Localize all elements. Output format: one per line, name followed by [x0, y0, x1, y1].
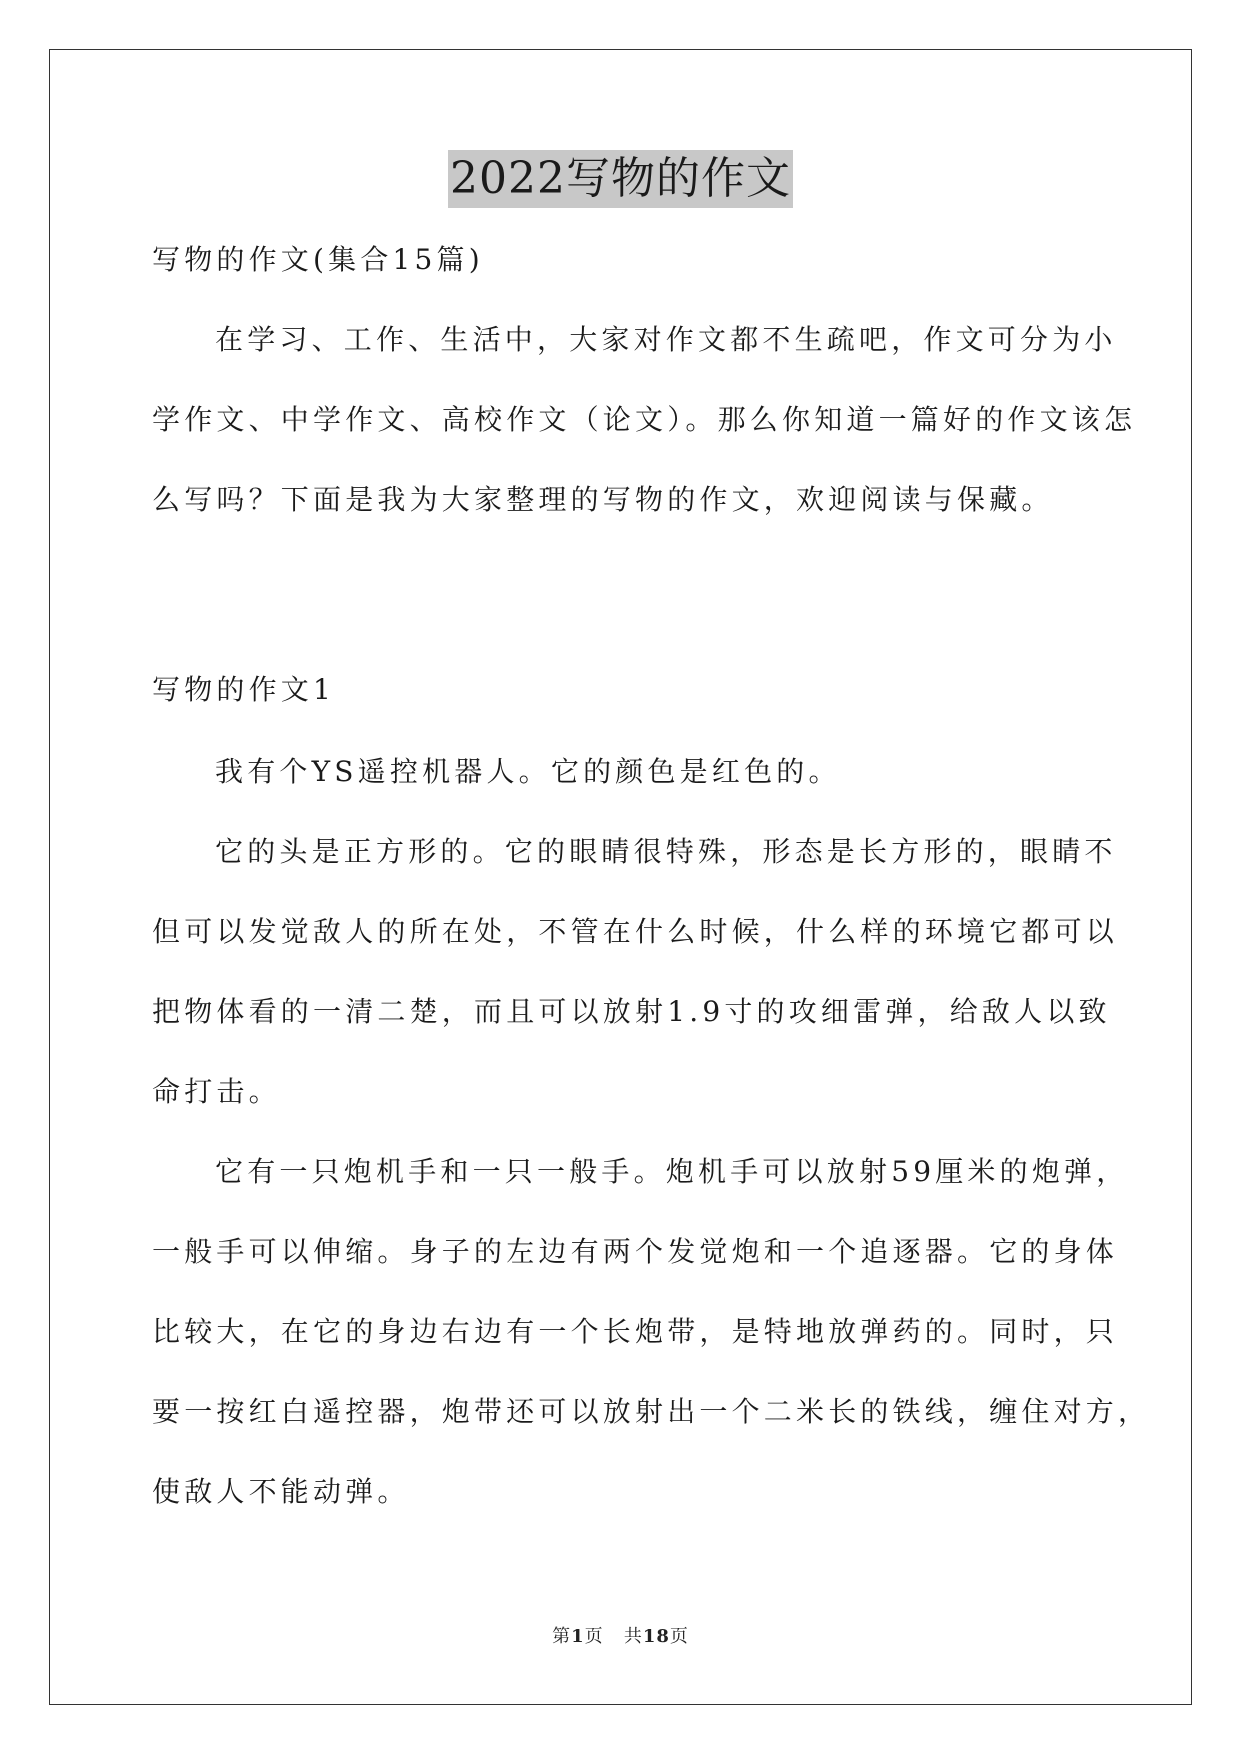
paragraph-line: 它的头是正方形的。它的眼睛很特殊，形态是长方形的，眼睛不: [215, 835, 1117, 868]
paragraph-line: 命打击。: [152, 1075, 281, 1108]
page-current: 1: [571, 1626, 585, 1647]
intro-line: 学作文、中学作文、高校作文（论文）。那么你知道一篇好的作文该怎: [152, 403, 1137, 436]
section-heading: 写物的作文1: [152, 673, 336, 706]
paragraph-line: 但可以发觉敌人的所在处，不管在什么时候，什么样的环境它都可以: [152, 915, 1119, 948]
page-suffix: 页: [584, 1626, 604, 1647]
document-subtitle: 写物的作文(集合15篇): [152, 243, 484, 276]
document-title: 2022写物的作文: [448, 150, 793, 208]
paragraph-line: 把物体看的一清二楚，而且可以放射1.9寸的攻细雷弹，给敌人以致: [152, 995, 1111, 1028]
paragraph-line: 比较大，在它的身边右边有一个长炮带，是特地放弹药的。同时，只: [152, 1315, 1119, 1348]
intro-line: 在学习、工作、生活中，大家对作文都不生疏吧，作文可分为小: [215, 323, 1117, 356]
paragraph-line: 一般手可以伸缩。身子的左边有两个发觉炮和一个追逐器。它的身体: [152, 1235, 1119, 1268]
page-total: 18: [642, 1626, 670, 1647]
total-prefix: 共: [623, 1626, 643, 1647]
intro-line: 么写吗？下面是我为大家整理的写物的作文，欢迎阅读与保藏。: [152, 483, 1054, 516]
title-wrap: [0, 150, 1241, 208]
page-prefix: 第: [552, 1626, 572, 1647]
paragraph-line: 我有个YS遥控机器人。它的颜色是红色的。: [215, 755, 841, 788]
paragraph-line: 它有一只炮机手和一只一般手。炮机手可以放射59厘米的炮弹，: [215, 1155, 1129, 1188]
paragraph-line: 使敌人不能动弹。: [152, 1475, 410, 1508]
total-suffix: 页: [669, 1626, 689, 1647]
paragraph-line: 要一按红白遥控器，炮带还可以放射出一个二米长的铁线，缠住对方，: [152, 1395, 1151, 1428]
page-footer: [0, 1622, 1241, 1648]
page-border: [49, 49, 1192, 1705]
